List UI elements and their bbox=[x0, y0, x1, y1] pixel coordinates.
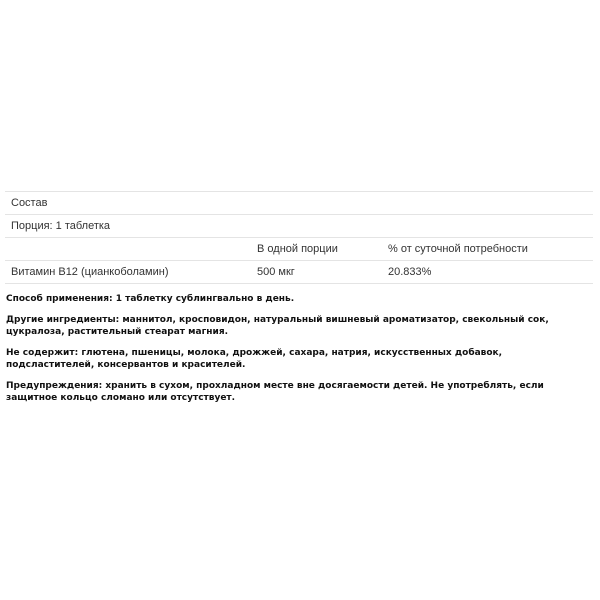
table-title: Состав bbox=[5, 192, 593, 215]
other-ingredients-text: Другие ингредиенты: маннитол, кросповидон, натуральный вишневый ароматизатор, свекольный сок, цукралоза, растительный стеарат магния. bbox=[6, 314, 549, 337]
product-notes bbox=[6, 293, 586, 413]
header-daily-value: % от суточной потребности bbox=[382, 238, 593, 261]
warnings-text: Предупреждения: хранить в сухом, прохладном месте вне досягаемости детей. Не употреблять, если защитное кольцо сломано или отсутствует. bbox=[6, 380, 544, 403]
nutrient-amount: 500 мкг bbox=[251, 261, 382, 284]
header-amount: В одной порции bbox=[251, 238, 382, 261]
table-title-row bbox=[5, 192, 593, 215]
serving-size: Порция: 1 таблетка bbox=[5, 215, 593, 238]
free-of-text: Не содержит: глютена, пшеницы, молока, дрожжей, сахара, натрия, искусственных добавок, подсластителей, консервантов и красителей. bbox=[6, 347, 503, 370]
header-name bbox=[5, 238, 251, 261]
serving-row bbox=[5, 215, 593, 238]
table-header-row bbox=[5, 238, 593, 261]
nutrient-name: Витамин B12 (цианкоболамин) bbox=[5, 261, 251, 284]
usage-text: Способ применения: 1 таблетку сублингвально в день. bbox=[6, 294, 295, 304]
table-row bbox=[5, 261, 593, 284]
supplement-facts-table bbox=[5, 191, 593, 284]
nutrient-daily-value: 20.833% bbox=[382, 261, 593, 284]
